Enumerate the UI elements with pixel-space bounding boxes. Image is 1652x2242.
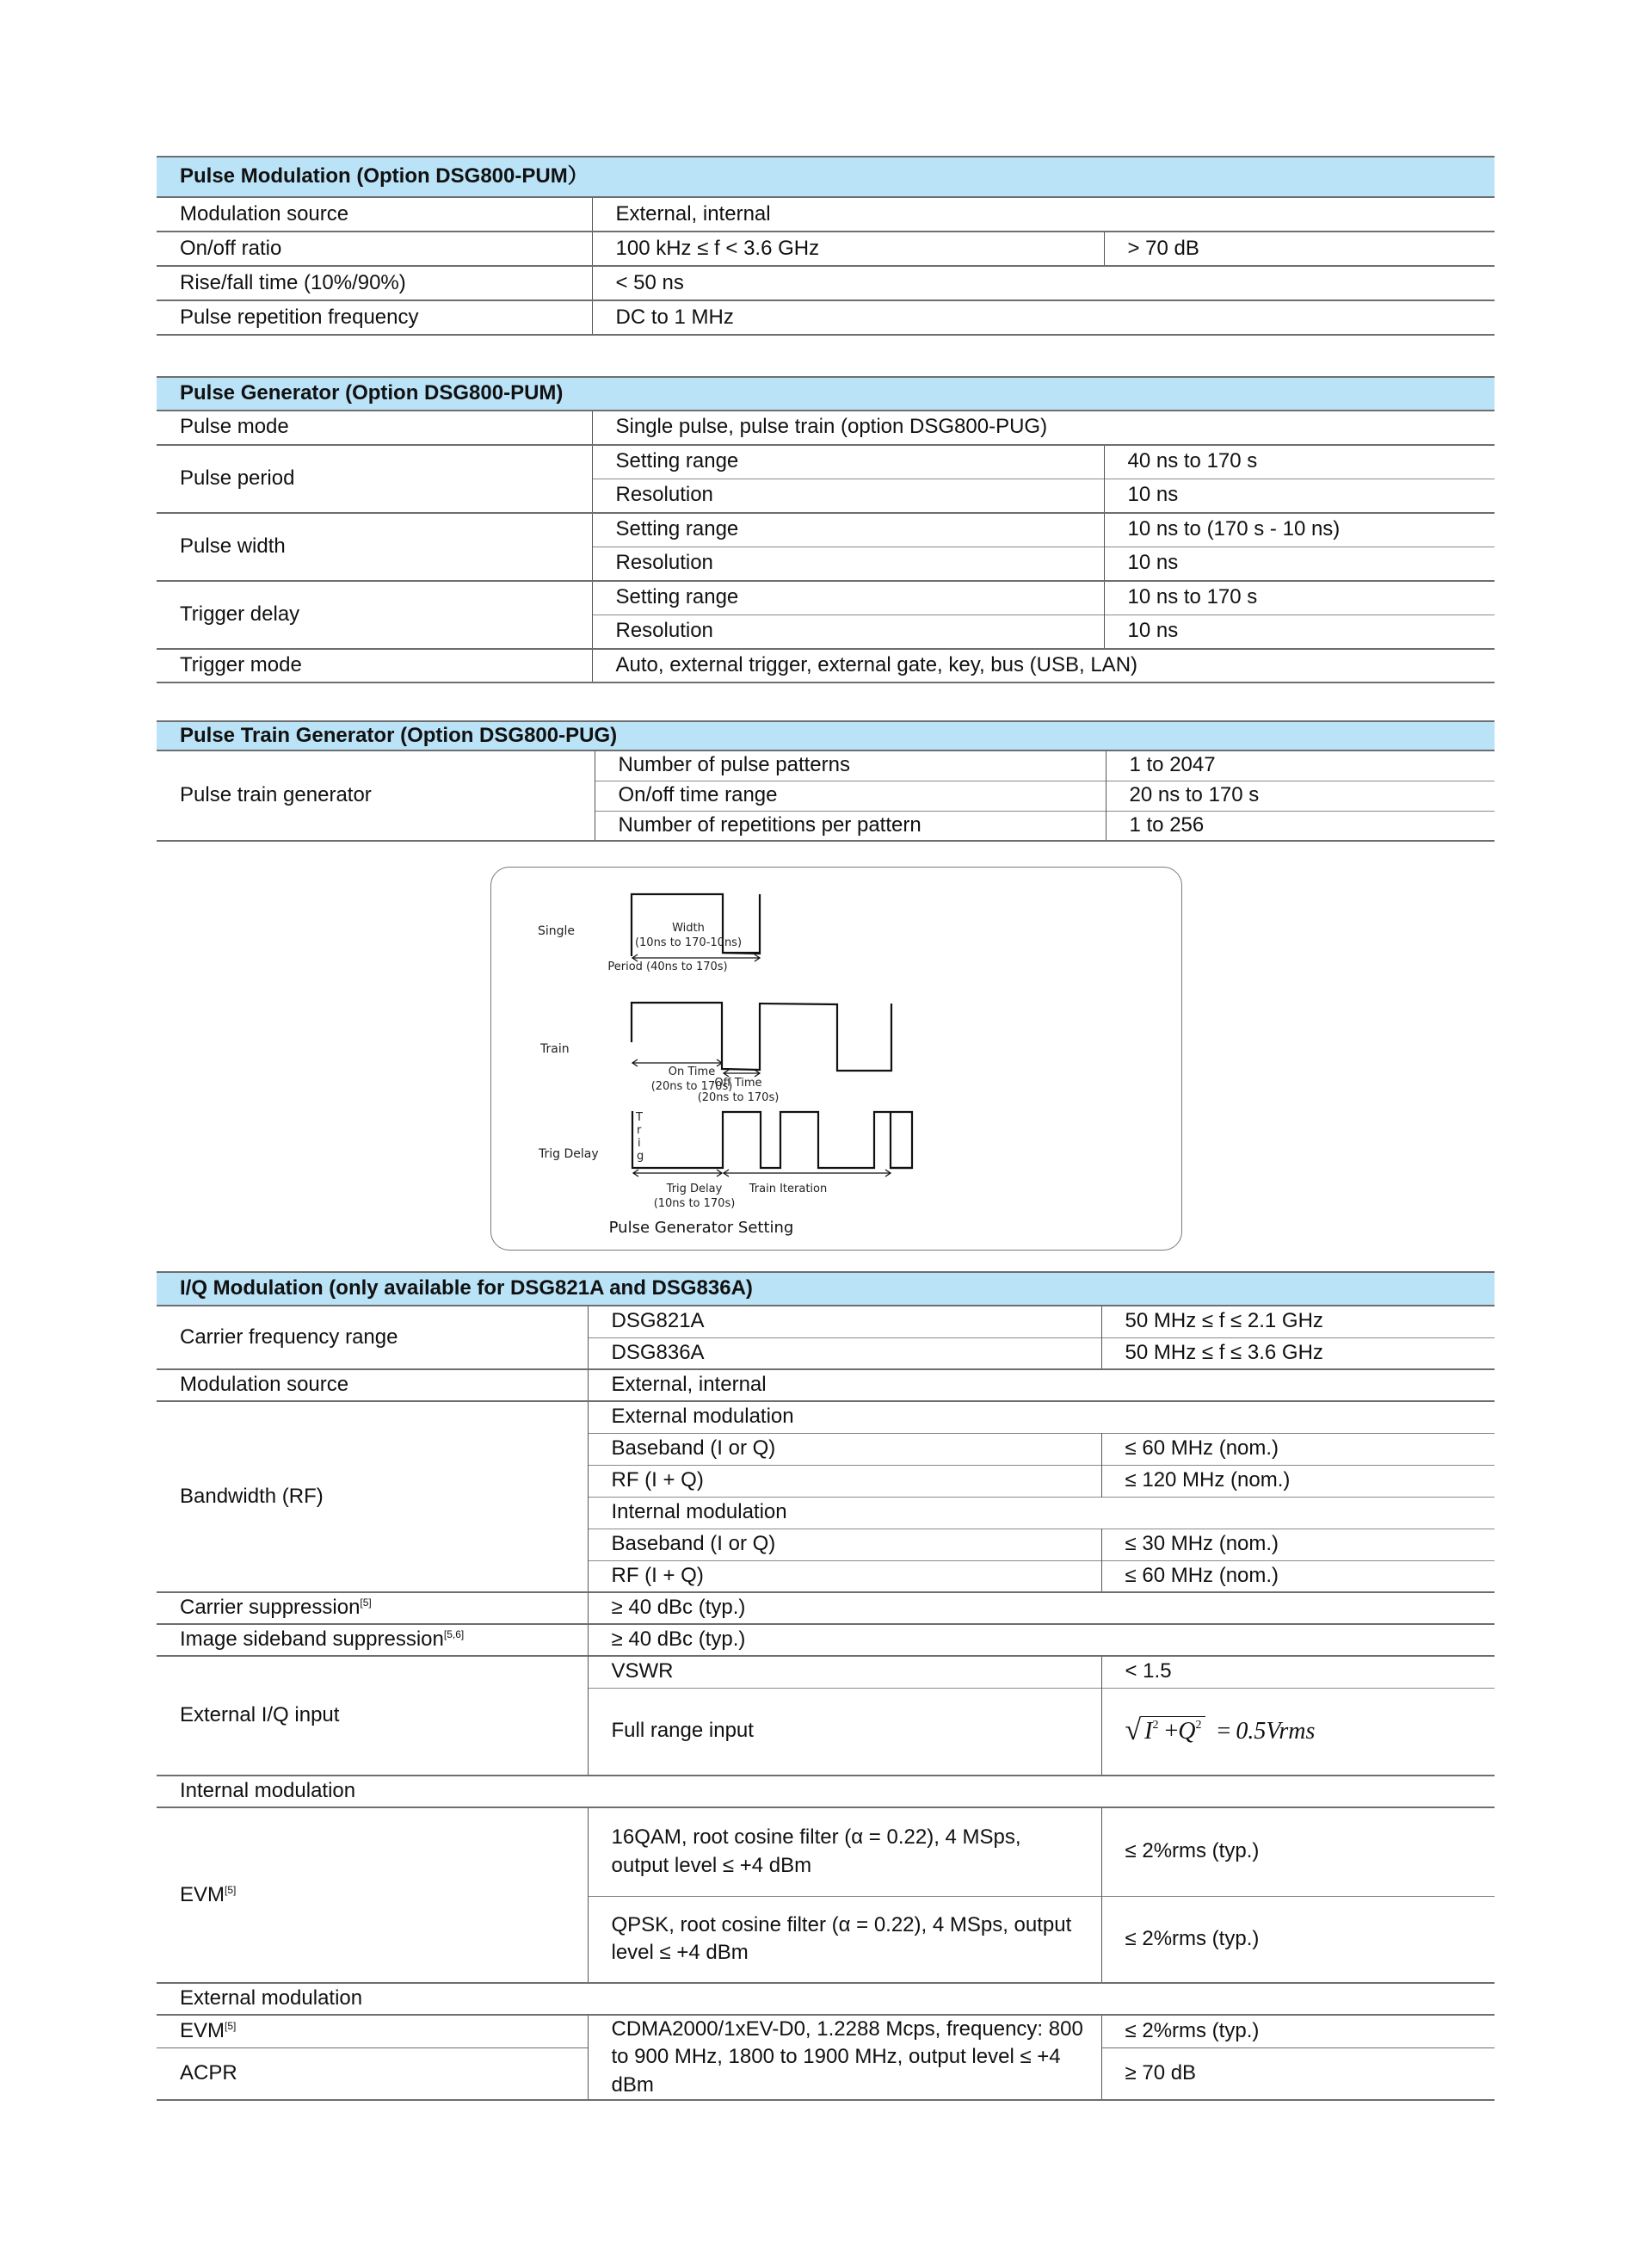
formula-exp: 2: [1195, 1719, 1202, 1732]
row-value: 10 ns to (170 s - 10 ns): [1104, 513, 1495, 547]
pulse-generator-diagram: [490, 867, 1182, 1251]
row-value: > 70 dB: [1104, 232, 1495, 266]
table-row: [157, 581, 1495, 615]
width-range: (10ns to 170-10ns): [634, 936, 743, 949]
row-value: 20 ns to 170 s: [1106, 781, 1495, 811]
row-value: DC to 1 MHz: [592, 300, 1495, 335]
row-param: On/off time range: [595, 781, 1106, 811]
on-time-label: On Time: [668, 1065, 716, 1078]
table-row: [157, 1401, 1495, 1433]
label-text: EVM: [180, 1882, 225, 1906]
row-param: RF (I + Q): [588, 1465, 1101, 1497]
row-param: Baseband (I or Q): [588, 1529, 1101, 1560]
row-subheading: Internal modulation: [180, 1779, 356, 1803]
row-label: [157, 1592, 588, 1624]
row-label: External I/Q input: [157, 1656, 588, 1776]
width-label: Width: [672, 922, 705, 935]
trig-delay-range: (10ns to 170s): [653, 1197, 736, 1210]
row-param: Resolution: [592, 547, 1104, 581]
pulse-generator-table: [157, 376, 1495, 683]
row-condition: 16QAM, root cosine filter (α = 0.22), 4 MSps, output level ≤ +4 dBm: [588, 1807, 1101, 1896]
section-title: Pulse Train Generator (Option DSG800-PUG): [180, 723, 618, 747]
formula-cell: [1101, 1688, 1495, 1776]
table-row: [157, 1369, 1495, 1401]
label-text: Carrier suppression: [180, 1596, 361, 1620]
train-pulse-waveform: [632, 1003, 891, 1071]
footnote-ref: [5]: [225, 2019, 237, 2032]
table-row: [157, 513, 1495, 547]
trig-delay-waveform: [632, 1111, 912, 1168]
row-param: VSWR: [588, 1656, 1101, 1688]
table-row: [157, 2015, 1495, 2047]
table-row: [157, 1776, 1495, 1807]
table-row: [157, 445, 1495, 479]
row-param: Baseband (I or Q): [588, 1433, 1101, 1465]
trig-letter: i: [638, 1137, 641, 1150]
row-param: Number of repetitions per pattern: [595, 811, 1106, 841]
iq-modulation-table: [157, 1271, 1495, 2101]
trig-letter: r: [637, 1124, 642, 1137]
row-value: 10 ns to 170 s: [1104, 581, 1495, 615]
single-label: Single: [538, 924, 576, 938]
row-label: Pulse train generator: [157, 750, 595, 841]
label-text: Image sideband suppression: [180, 1627, 444, 1652]
row-param: Resolution: [592, 479, 1104, 513]
on-time-range: (20ns to 170s): [650, 1080, 733, 1093]
row-value: 10 ns: [1104, 547, 1495, 581]
section-title: Pulse Generator (Option DSG800-PUM): [180, 381, 564, 405]
row-value: ≤ 60 MHz (nom.): [1101, 1560, 1495, 1592]
period-label: Period (40ns to 170s): [607, 960, 728, 973]
section-header: [157, 1272, 1495, 1306]
trig-delay-row-label: Trig Delay: [539, 1147, 599, 1161]
table-row: [157, 266, 1495, 300]
row-label: Modulation source: [180, 1373, 349, 1397]
table-row: [157, 1983, 1495, 2015]
section-title: Pulse Modulation (Option DSG800-PUM）: [180, 164, 589, 188]
table-row: [157, 750, 1495, 781]
row-value: 50 MHz ≤ f ≤ 3.6 GHz: [1101, 1337, 1495, 1369]
off-time-range: (20ns to 170s): [697, 1091, 780, 1104]
table-row: [157, 1306, 1495, 1337]
row-param: Setting range: [592, 581, 1104, 615]
footnote-ref: [5]: [225, 1883, 237, 1896]
row-condition: QPSK, root cosine filter (α = 0.22), 4 MSps, output level ≤ +4 dBm: [588, 1896, 1101, 1983]
row-label: Modulation source: [180, 201, 349, 225]
row-label: Carrier frequency range: [157, 1306, 588, 1369]
row-param: Number of pulse patterns: [595, 750, 1106, 781]
row-value: ≤ 30 MHz (nom.): [1101, 1529, 1495, 1560]
row-param: RF (I + Q): [588, 1560, 1101, 1592]
pulse-train-generator-table: [157, 720, 1495, 842]
row-value: Auto, external trigger, external gate, key, bus (USB, LAN): [592, 649, 1495, 683]
formula-result: 0.5Vrms: [1236, 1717, 1316, 1745]
section-header: [157, 157, 1495, 197]
formula-q: Q: [1178, 1718, 1196, 1745]
formula-equals: =: [1217, 1717, 1231, 1745]
row-label: Trigger delay: [157, 581, 592, 649]
row-condition: 100 kHz ≤ f < 3.6 GHz: [592, 232, 1104, 266]
table-row: [157, 411, 1495, 445]
row-label: Rise/fall time (10%/90%): [180, 270, 406, 294]
table-row: [157, 649, 1495, 683]
row-label: On/off ratio: [180, 236, 282, 260]
row-value: ≤ 2%rms (typ.): [1101, 1896, 1495, 1983]
row-value: 50 MHz ≤ f ≤ 2.1 GHz: [1101, 1306, 1495, 1337]
row-value: ≤ 60 MHz (nom.): [1101, 1433, 1495, 1465]
row-value: 10 ns: [1104, 479, 1495, 513]
row-param: Full range input: [588, 1688, 1101, 1776]
trig-letter: T: [636, 1111, 643, 1124]
row-subheading: External modulation: [588, 1401, 1495, 1433]
table-row: [157, 232, 1495, 266]
row-condition: CDMA2000/1xEV-D0, 1.2288 Mcps, frequency: 800 to 900 MHz, 1800 to 1900 MHz, output level ≤ +4 dBm: [588, 2015, 1101, 2100]
off-time-label: Off Time: [714, 1077, 762, 1090]
row-param: DSG821A: [588, 1306, 1101, 1337]
table-row: [157, 1807, 1495, 1896]
row-label: Pulse period: [157, 445, 592, 513]
row-label: [157, 2015, 588, 2047]
row-label: ACPR: [180, 2060, 237, 2085]
row-label: Pulse width: [157, 513, 592, 581]
row-param: Setting range: [592, 445, 1104, 479]
row-value: < 50 ns: [592, 266, 1495, 300]
row-value: 40 ns to 170 s: [1104, 445, 1495, 479]
formula-i: I: [1144, 1718, 1153, 1745]
trig-delay-label: Trig Delay: [666, 1183, 723, 1195]
row-value: External, internal: [588, 1369, 1495, 1401]
trig-letter: g: [637, 1150, 644, 1163]
row-label: [157, 1624, 588, 1656]
footnote-ref: [5]: [360, 1597, 372, 1609]
row-subheading: External modulation: [180, 1986, 363, 2010]
table-row: [157, 1592, 1495, 1624]
pulse-modulation-table: [157, 156, 1495, 336]
table-row: [157, 197, 1495, 232]
section-header: [157, 377, 1495, 411]
row-value: 1 to 256: [1106, 811, 1495, 841]
row-label: Trigger mode: [180, 652, 302, 676]
radicand: [1141, 1716, 1205, 1746]
train-label: Train: [540, 1042, 570, 1056]
row-label: Bandwidth (RF): [157, 1401, 588, 1592]
section-header: [157, 721, 1495, 750]
row-param: Setting range: [592, 513, 1104, 547]
table-row: [157, 300, 1495, 335]
row-label: Pulse repetition frequency: [180, 305, 419, 329]
row-label: [157, 1807, 588, 1983]
row-param: Resolution: [592, 615, 1104, 649]
row-value: ≤ 2%rms (typ.): [1101, 2015, 1495, 2047]
section-title: I/Q Modulation (only available for DSG821A and DSG836A): [180, 1276, 753, 1300]
label-text: EVM: [180, 2018, 225, 2042]
diagram-title: Pulse Generator Setting: [608, 1219, 794, 1237]
row-subheading: Internal modulation: [588, 1497, 1495, 1529]
row-value: ≤ 2%rms (typ.): [1101, 1807, 1495, 1896]
row-value: ≥ 40 dBc (typ.): [588, 1592, 1495, 1624]
row-value: Single pulse, pulse train (option DSG800-PUG): [592, 411, 1495, 445]
formula-plus: +: [1164, 1718, 1179, 1745]
sqrt-icon: √: [1125, 1714, 1142, 1747]
footnote-ref: [5,6]: [443, 1628, 465, 1641]
row-value: 1 to 2047: [1106, 750, 1495, 781]
row-value: ≥ 70 dB: [1101, 2047, 1495, 2100]
row-value: External, internal: [592, 197, 1495, 232]
table-row: [157, 1624, 1495, 1656]
row-label: Pulse mode: [180, 415, 289, 439]
row-param: DSG836A: [588, 1337, 1101, 1369]
row-value: 10 ns: [1104, 615, 1495, 649]
row-value: < 1.5: [1101, 1656, 1495, 1688]
formula-exp: 2: [1152, 1719, 1159, 1732]
full-range-formula: [1125, 1714, 1316, 1749]
train-iteration-label: Train Iteration: [749, 1183, 828, 1195]
row-value: ≤ 120 MHz (nom.): [1101, 1465, 1495, 1497]
row-value: ≥ 40 dBc (typ.): [588, 1624, 1495, 1656]
table-row: [157, 1656, 1495, 1688]
